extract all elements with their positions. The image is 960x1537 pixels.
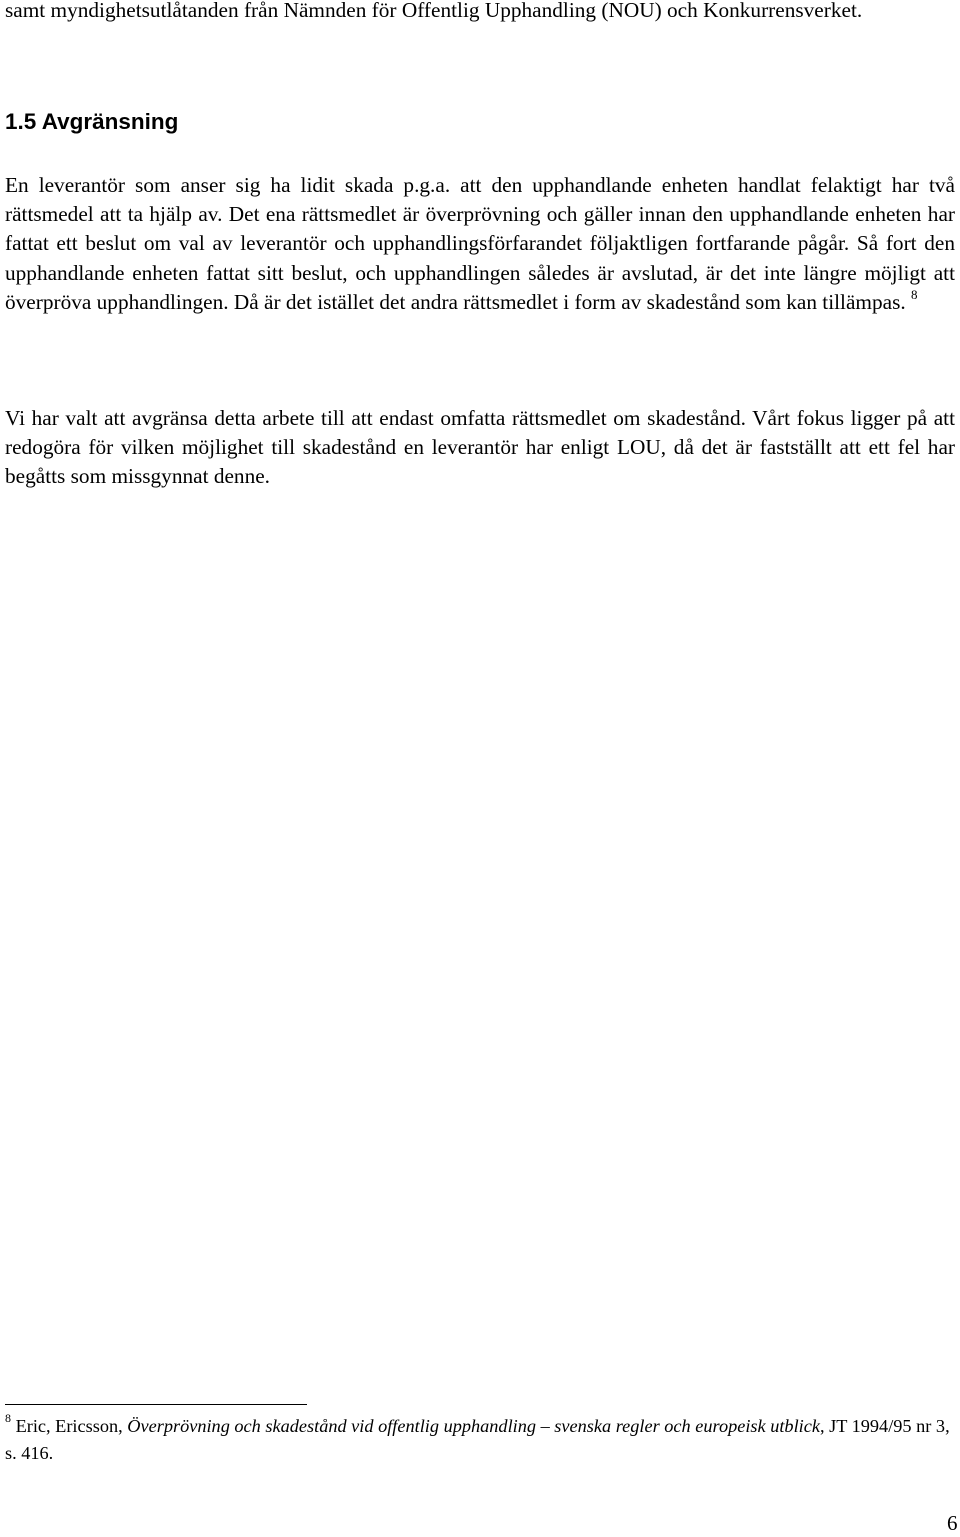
intro-paragraph: samt myndighetsutlåtanden från Nämnden för Offentlig Upphandling (NOU) och Konkurrensverket. bbox=[5, 0, 863, 22]
footnote-separator bbox=[5, 1404, 307, 1405]
footnote-reference: 8 bbox=[911, 286, 918, 302]
footnote-source: , JT 1994/95 nr 3, s. 416. bbox=[5, 1416, 950, 1463]
footnote-author: Eric, Ericsson, bbox=[15, 1416, 123, 1436]
page-number: 6 bbox=[947, 1511, 958, 1535]
footnote-number: 8 bbox=[5, 1410, 11, 1425]
paragraph-rattsmedel-text: En leverantör som anser sig ha lidit skada p.g.a. att den upphandlande enheten handlat felaktigt har två rättsmedel att ta hjälp av. Det ena rättsmedlet är överprövning och gäller innan den upphandlande enheten har fattat ett beslut om val av leverantör och upphandlingsförfarandet följaktligen fortfarande pågår. Så fort den upphandlande enheten fattat sitt beslut, och upphandlingen således är avslutad, är det inte längre möjligt att överpröva upphandlingen. Då är det istället det andra rättsmedlet i form av skadestånd som kan tillämpas. bbox=[5, 173, 955, 314]
footnote bbox=[5, 1410, 960, 1467]
paragraph-rattsmedel bbox=[5, 171, 955, 317]
footnote-title: Överprövning och skadestånd vid offentlig upphandling – svenska regler och europeisk utblick bbox=[127, 1416, 820, 1436]
section-heading: 1.5 Avgränsning bbox=[5, 109, 179, 134]
paragraph-avgransning: Vi har valt att avgränsa detta arbete till att endast omfatta rättsmedlet om skadestånd. Vårt fokus ligger på att redogöra för vilken möjlighet till skadestånd en leverantör har enligt LOU, då det är fastställt att ett fel har begåtts som missgynnat denne. bbox=[5, 406, 955, 489]
